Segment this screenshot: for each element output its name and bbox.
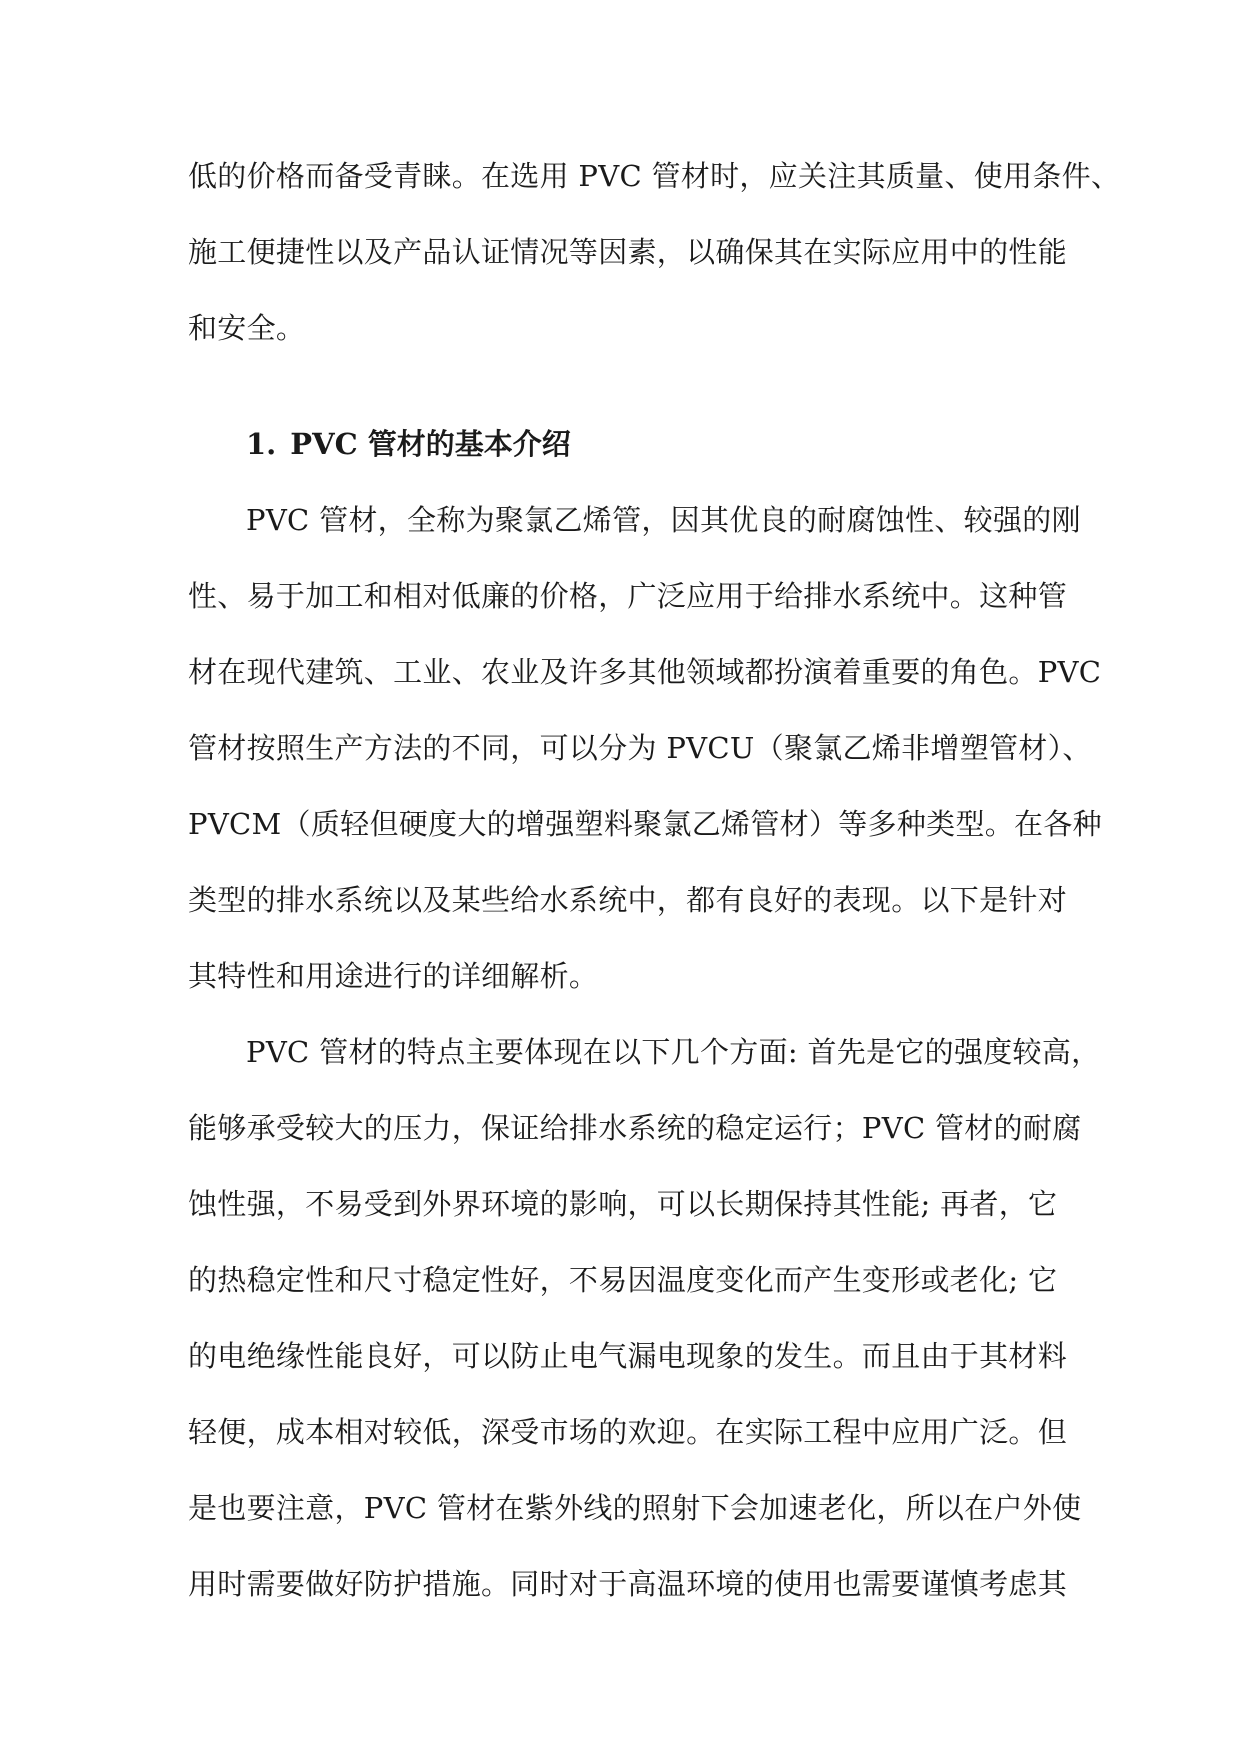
text-line: 用时需要做好防护措施。同时对于高温环境的使用也需要谨慎考虑其 [188, 1567, 1068, 1601]
section-title: PVC 管材的基本介绍 [290, 427, 571, 461]
text-line: 的电绝缘性能良好，可以防止电气漏电现象的发生。而且由于其材料 [188, 1339, 1068, 1373]
text-line: 蚀性强，不易受到外界环境的影响，可以长期保持其性能; 再者，它 [188, 1187, 1058, 1221]
text-line: PVC 管材的特点主要体现在以下几个方面: 首先是它的强度较高， [246, 1035, 1101, 1069]
text-line: 能够承受较大的压力，保证给排水系统的稳定运行；PVC 管材的耐腐 [188, 1111, 1082, 1145]
text-line: 和安全。 [188, 311, 306, 345]
text-line: PVCM（质轻但硬度大的增强塑料聚氯乙烯管材）等多种类型。在各种 [188, 807, 1102, 841]
text-line: PVC 管材，全称为聚氯乙烯管，因其优良的耐腐蚀性、较强的刚 [246, 503, 1081, 537]
paragraph-2 [188, 1014, 1101, 1622]
document-body [188, 138, 1121, 1622]
text-line: 是也要注意，PVC 管材在紫外线的照射下会加速老化，所以在户外使 [188, 1491, 1082, 1525]
text-line: 低的价格而备受青睐。在选用 PVC 管材时，应关注其质量、使用条件、 [188, 159, 1121, 193]
text-line: 材在现代建筑、工业、农业及许多其他领域都扮演着重要的角色。PVC [188, 655, 1102, 689]
text-line: 轻便，成本相对较低，深受市场的欢迎。在实际工程中应用广泛。但 [188, 1415, 1068, 1449]
text-line: 性、易于加工和相对低廉的价格，广泛应用于给排水系统中。这种管 [188, 579, 1068, 613]
text-line: 管材按照生产方法的不同，可以分为 PVCU（聚氯乙烯非增塑管材）、 [188, 731, 1092, 765]
paragraph-intro-tail [188, 138, 1121, 366]
paragraph-1 [188, 482, 1102, 1014]
text-line: 施工便捷性以及产品认证情况等因素，以确保其在实际应用中的性能 [188, 235, 1068, 269]
text-line: 类型的排水系统以及某些给水系统中，都有良好的表现。以下是针对 [188, 883, 1068, 917]
section-heading [188, 406, 1064, 482]
text-line: 其特性和用途进行的详细解析。 [188, 959, 599, 993]
section-number: 1. [246, 427, 277, 461]
text-line: 的热稳定性和尺寸稳定性好，不易因温度变化而产生变形或老化; 它 [188, 1263, 1058, 1297]
